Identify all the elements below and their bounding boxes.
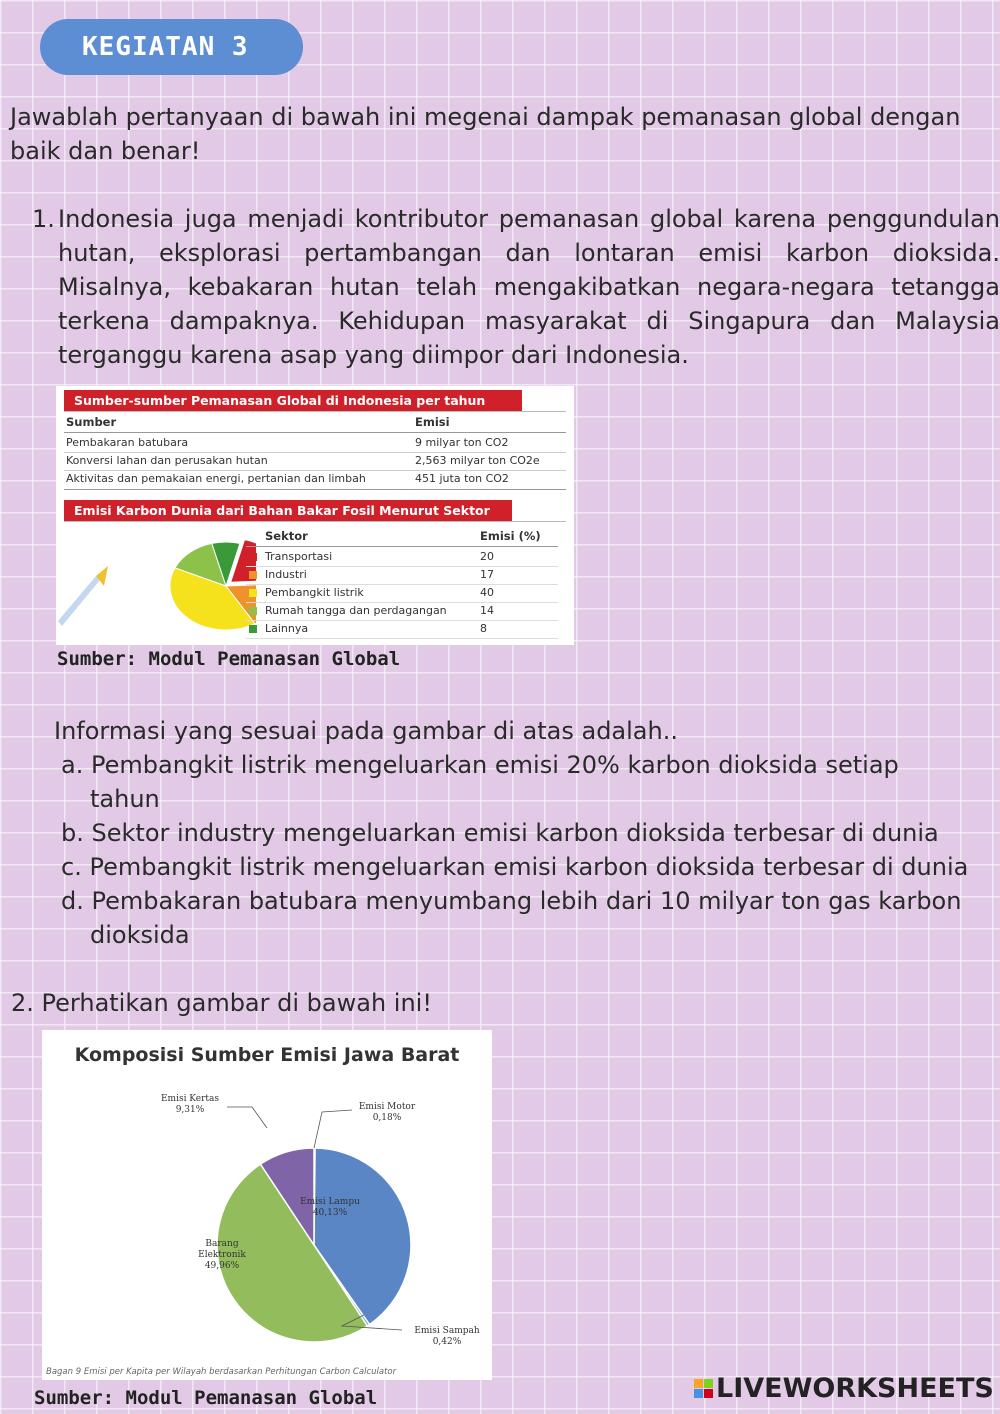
legend-value: 8 [480,622,487,635]
legend-swatch [249,553,257,561]
legend-value: 14 [480,604,494,617]
brand-name: LIVEWORKSHEETS [716,1373,994,1404]
row-emission: 9 milyar ton CO2 [415,436,509,449]
row-source: Aktivitas dan pemakaian energi, pertanian dan limbah [66,472,366,485]
legend-sector: Transportasi [265,550,333,563]
legend-swatch [249,571,257,579]
row-source: Pembakaran batubara [66,436,189,449]
legend-value: 20 [480,550,494,563]
label-emisi-sampah: Emisi Sampah 0,42% [414,1326,480,1347]
col-percent: Emisi (%) [480,529,541,543]
instructions: Jawablah pertanyaan di bawah ini megenai dampak pemanasan global dengan baik dan benar! [10,103,961,165]
figure-1-source: Sumber: Modul Pemanasan Global [57,648,401,670]
liveworksheets-logo [694,1373,994,1404]
option-b[interactable] [61,816,939,850]
legend-swatch [249,625,257,633]
sector-pie-chart [56,516,256,645]
row-emission: 2,563 milyar ton CO2e [415,454,540,467]
logo-icon [694,1379,714,1399]
option-text: Pembangkit listrik mengeluarkan emisi 20% karbon dioksida setiap [90,751,899,779]
label-emisi-motor: Emisi Motor 0,18% [358,1102,416,1123]
emission-figure-1 [56,386,574,645]
legend-swatch [249,589,257,597]
col-source: Sumber [66,415,117,429]
legend-sector: Lainnya [265,622,309,635]
col-emission: Emisi [415,415,450,429]
option-a-continued: tahun [90,785,160,813]
question-1-prompt: Informasi yang sesuai pada gambar di atas adalah.. [54,717,678,745]
option-d-continued: dioksida [90,921,190,949]
option-key: a. [61,751,84,779]
legend-swatch [249,607,257,615]
question-2-text: 2. Perhatikan gambar di bawah ini! [11,989,432,1017]
row-emission: 451 juta ton CO2 [415,472,509,485]
option-key: b. [61,819,84,847]
chart-title: Emisi Karbon Dunia dari Bahan Bakar Fosil Menurut Sektor [64,500,512,522]
question-1-number: 1. [32,205,55,233]
option-c[interactable] [61,850,968,884]
option-text: Pembakaran batubara menyumbang lebih dari 10 milyar ton gas karbon [91,887,962,915]
option-key: c. [61,853,82,881]
chart-2-title: Komposisi Sumber Emisi Jawa Barat [74,1044,460,1066]
legend-sector: Pembangkit listrik [265,586,364,599]
question-1-text: Indonesia juga menjadi kontributor pemanasan global karena penggundulan hutan, eksplorasi pertambangan dan lontaran emisi karbon dioksida. Misalnya, kebakaran hutan telah mengakibatkan negara-negara tetangga terkena dampaknya. Kehidupan masyarakat di Singapura dan Malaysia terganggu karena asap yang diimpor dari Indonesia. [58,205,1000,369]
activity-header: KEGIATAN 3 [40,19,303,75]
table-title: Sumber-sumber Pemanasan Global di Indonesia per tahun [64,390,522,412]
legend-value: 17 [480,568,494,581]
emission-figure-2 [42,1030,492,1380]
option-a[interactable] [61,748,899,782]
west-java-pie-chart [42,1030,492,1360]
label-barang-elektronik: Barang Elektronik 49,96% [198,1239,246,1271]
label-emisi-lampu: Emisi Lampu 40,13% [300,1197,360,1218]
leader-line [227,1107,267,1128]
legend-sector: Rumah tangga dan perdagangan [265,604,447,617]
legend-value: 40 [480,586,494,599]
row-source: Konversi lahan dan perusakan hutan [66,454,268,467]
chart-2-caption: Bagan 9 Emisi per Kapita per Wilayah berdasarkan Perhitungan Carbon Calculator [46,1367,397,1377]
label-emisi-kertas: Emisi Kertas 9,31% [160,1094,220,1115]
option-text: Pembangkit listrik mengeluarkan emisi karbon dioksida terbesar di dunia [89,853,969,881]
col-sector: Sektor [265,529,308,543]
option-d[interactable] [61,884,961,918]
option-key: d. [61,887,84,915]
legend-sector: Industri [265,568,307,581]
option-text: Sektor industry mengeluarkan emisi karbon dioksida terbesar di dunia [91,819,939,847]
figure-2-source: Sumber: Modul Pemanasan Global [34,1387,378,1409]
